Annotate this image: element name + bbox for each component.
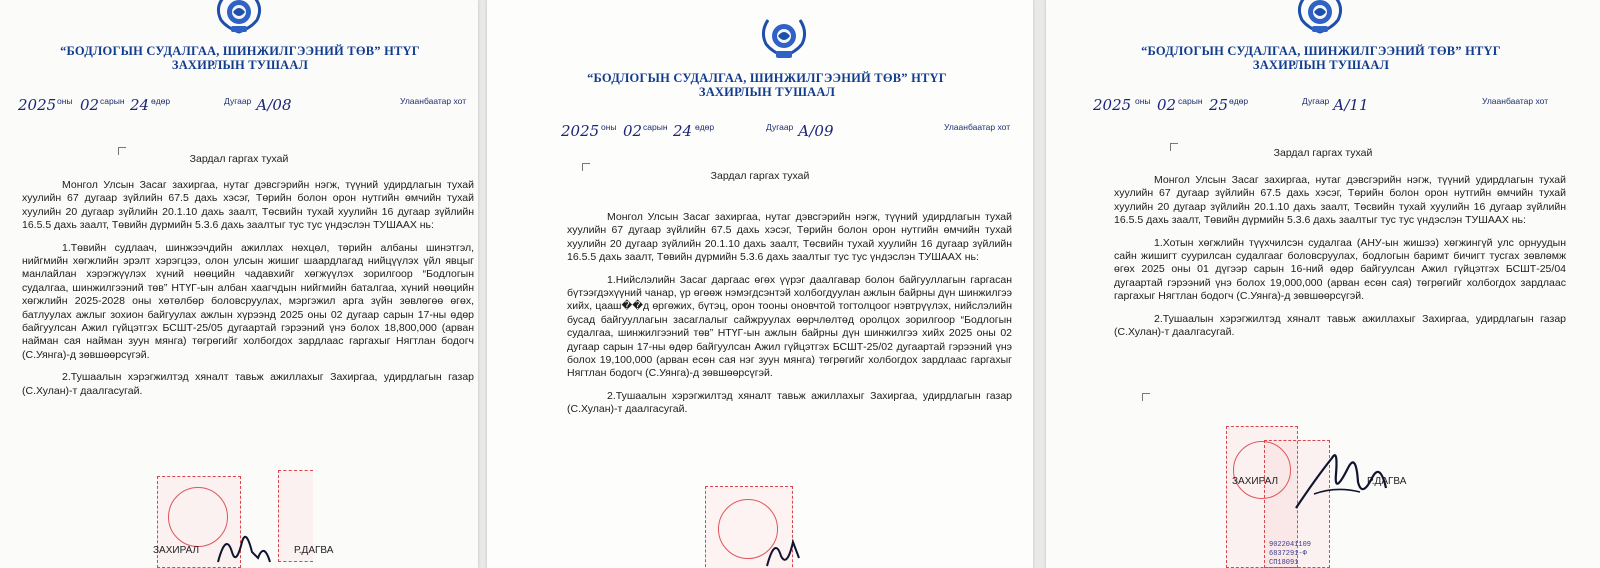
label-day: өдөр [695, 122, 715, 132]
label-number: Дугаар [1302, 96, 1330, 106]
date-line [561, 122, 1031, 140]
signer-name: Р.ДАГВА [294, 545, 334, 556]
order-body [567, 211, 1012, 426]
order-page-3 [1046, 0, 1600, 568]
org-name: “БОДЛОГЫН СУДАЛГАА, ШИНЖИЛГЭЭНИЙ ТӨВ” НТҮГ [1141, 44, 1501, 58]
org-header [60, 44, 420, 72]
state-emblem-icon [758, 16, 810, 64]
preamble-paragraph: Монгол Улсын Засаг захиргаа, нутаг дэвсгэрийн нэгж, түүний удирдлагын тухай хуулийн 67 дугаар зүйлийн 67.5 дахь хэсэг, Төрийн болон орон нутгийн өмчийн тухай хуулийн 20 дугаар зүйлийн 20.1.10 дахь заалт, Төсвийн тухай хуулийн 16 дугаар зүйлийн 16.5.5 дахь заалт, Төвийн дүрмийн 5.3.6 дахь заалтыг тус тус үндэслэн ТУШААХ нь: [567, 211, 1012, 264]
subject-line: Зардал гаргах тухай [710, 170, 810, 182]
order-page-1 [0, 0, 478, 568]
order-item-1: 1.Нийслэлийн Засаг даргаас өгөх үүрэг даалгавар болон байгууллагын гаргасан бүтээгдэхүүний чанар, үр өгөөж нэмэгдсэнтэй холбогдуулан ажлын байрны дүн шинжилгээ хийх, цааш��д өргөжих, бүтэц, орон тооны оновчтой тогтолцоог нэвтрүүлэх, нийслэлийн бусад байгууллагын засаглалыг сайжруулах өөрчлөлтөд оролцох зорилгоор “Бодлогын судалгаа, шинжилгээний төв” НТҮГ-ын ажлын байрны дүн шинжилгээ хийх 2025 оны 02 дугаар сарын 17-ны өдөр байгуулсан Ажил гүйцэтгэх БСШТ-25/02 дугаартай гэрээний үнэ болох 19,100,000 (арван есөн сая нэг зуун мянга) төгрөгийг холбогдох зардлаас гаргахыг Нягтлан бодогч (С.Уянга)-д зөвшөөрсүгэй. [567, 273, 1012, 380]
label-month: сарын [643, 122, 668, 132]
handwritten-number: А/11 [1333, 96, 1369, 114]
order-body [1114, 174, 1566, 348]
state-emblem-icon [213, 0, 265, 38]
label-day: өдөр [1229, 96, 1249, 106]
label-year: оны [601, 122, 617, 132]
org-header [1141, 44, 1501, 72]
handwritten-year: 2025 [561, 122, 600, 140]
city-label: Улаанбаатар хот [400, 96, 467, 106]
label-year: оны [57, 96, 73, 106]
date-line [16, 96, 476, 114]
order-item-1: 1.Хотын хөгжлийн түүхчилсэн судалгаа (АНУ-ын жишээ) хөгжингүй улс орнуудын сайн жишигт суурилсан судалгааг боловсруулах, бодлогын баримт бичигт тусгах зөвлөмж өгөх 2025 оны 01 дүгээр сарын 16-ний өдөр байгуулсан Ажил гүйцэтгэх БСШТ-25/04 дугаартай гэрээний үнэ болох 19,000,000 (арван есөн сая) төгрөгийг холбогдох зардлаас гаргахыг Нягтлан бодогч (С.Уянга)-д зөвшөөрсүгэй. [1114, 236, 1566, 303]
signer-title: ЗАХИРАЛ [153, 545, 200, 556]
preamble-paragraph: Монгол Улсын Засаг захиргаа, нутаг дэвсгэрийн нэгж, түүний удирдлагын тухай хуулийн 67 дугаар зүйлийн 67.5 дахь хэсэг, Төрийн болон орон нутгийн өмчийн тухай хуулийн 20 дугаар зүйлийн 20.1.10 дахь заалт, Төсвийн тухай хуулийн 16 дугаар зүйлийн 16.5.5 дахь заалт, Төвийн дүрмийн 5.3.6 дахь заалтыг тус тус үндэслэн ТУШААХ нь: [22, 179, 474, 232]
city-label: Улаанбаатар хот [1482, 96, 1549, 106]
handwritten-signature [1286, 438, 1396, 514]
order-item-1: 1.Төвийн судлаач, шинжээчдийн ажиллах нөхцөл, төрийн албаны шинэтгэл, нийгмийн хөгжлийн эрэлт хэрэгцээ, олон улсын жишиг шаардлагад нийцүүлэх үйл явцыг манлайлан хэрэгжүүлэх хүний нөөцийн чадавхийг хөгжүүлэх зорилгоор “Бодлогын судалгаа, шинжилгээний төв” НТҮГ-ын албан хаагчдын нийгмийн баталгаа, хүний нөөцийн хөгжлийн 2025-2028 оны хөтөлбөр боловсруулах, мэргэжил арга зүйн зөвлөгөө өгөх, батлуулах ажлыг зохион байгуулах ажлын хүрээнд 2025 оны 02 дугаар сарын 17-ны өдөр байгуулсан Ажил гүйцэтгэх БСШТ-25/05 дугаартай гэрээний үнэ болох 18,800,000 (арван найман сая найман зуун мянга) төгрөгийг холбогдох зардлаас гаргахыг Нягтлан бодогч (С.Уянга)-д зөвшөөрсүгэй. [22, 241, 474, 361]
label-year: оны [1135, 96, 1151, 106]
signer-name: Р.ДАГВА [1367, 476, 1407, 487]
handwritten-month: 02 [623, 122, 643, 140]
signature-line [153, 545, 473, 559]
handwritten-day: 25 [1209, 96, 1229, 114]
handwritten-signature [759, 528, 819, 568]
doc-type-title: ЗАХИРЛЫН ТУШААЛ [171, 58, 309, 72]
label-number: Дугаар [766, 122, 794, 132]
handwritten-signature [212, 522, 292, 568]
doc-type-title: ЗАХИРЛЫН ТУШААЛ [698, 85, 836, 99]
order-item-2: 2.Тушаалын хэрэгжилтэд хяналт тавьж ажиллахыг Захиргаа, удирдлагын газар (С.Хулан)-т даалгасугай. [22, 371, 474, 397]
handwritten-day: 24 [130, 96, 150, 114]
org-name: “БОДЛОГЫН СУДАЛГАА, ШИНЖИЛГЭЭНИЙ ТӨВ” НТҮГ [60, 44, 420, 58]
date-line [1093, 96, 1593, 114]
handwritten-day: 24 [673, 122, 693, 140]
preamble-paragraph: Монгол Улсын Засаг захиргаа, нутаг дэвсгэрийн нэгж, түүний удирдлагын тухай хуулийн 67 дугаар зүйлийн 67.5 дахь хэсэг, Төрийн болон орон нутгийн өмчийн тухай хуулийн 20 дугаар зүйлийн 20.1.10 дахь заалт, Төсвийн тухай хуулийн 16 дугаар зүйлийн 16.5.5 дахь заалт, Төвийн дүрмийн 5.3.6 дахь заалтыг тус тус үндэслэн ТУШААХ нь: [1114, 174, 1566, 227]
signer-title: ЗАХИРАЛ [1232, 476, 1279, 487]
handwritten-number: А/08 [256, 96, 292, 114]
order-page-2 [487, 0, 1033, 568]
label-month: сарын [1178, 96, 1203, 106]
org-name: “БОДЛОГЫН СУДАЛГАА, ШИНЖИЛГЭЭНИЙ ТӨВ” НТҮГ [587, 71, 947, 85]
doc-type-title: ЗАХИРЛЫН ТУШААЛ [1252, 58, 1390, 72]
city-label: Улаанбаатар хот [944, 122, 1011, 132]
label-month: сарын [100, 96, 125, 106]
stamp-number: 9022041109 6837291-Ф СП18091 [1269, 541, 1312, 567]
handwritten-month: 02 [1157, 96, 1177, 114]
subject-line: Зардал гаргах тухай [189, 153, 289, 165]
corner-mark-bottom [1142, 393, 1150, 401]
order-body [22, 179, 474, 407]
label-number: Дугаар [224, 96, 252, 106]
order-item-2: 2.Тушаалын хэрэгжилтэд хяналт тавьж ажиллахыг Захиргаа, удирдлагын газар (С.Хулан)-т даалгасугай. [1114, 312, 1566, 339]
org-header [582, 71, 952, 99]
order-item-2: 2.Тушаалын хэрэгжилтэд хяналт тавьж ажиллахыг Захиргаа, удирдлагын газар (С.Хулан)-т даалгасугай. [567, 389, 1012, 416]
handwritten-month: 02 [80, 96, 100, 114]
state-emblem-icon [1294, 0, 1346, 38]
handwritten-year: 2025 [1093, 96, 1132, 114]
label-day: өдөр [151, 96, 171, 106]
subject-line: Зардал гаргах тухай [1273, 147, 1373, 159]
handwritten-number: А/09 [798, 122, 834, 140]
handwritten-year: 2025 [18, 96, 57, 114]
